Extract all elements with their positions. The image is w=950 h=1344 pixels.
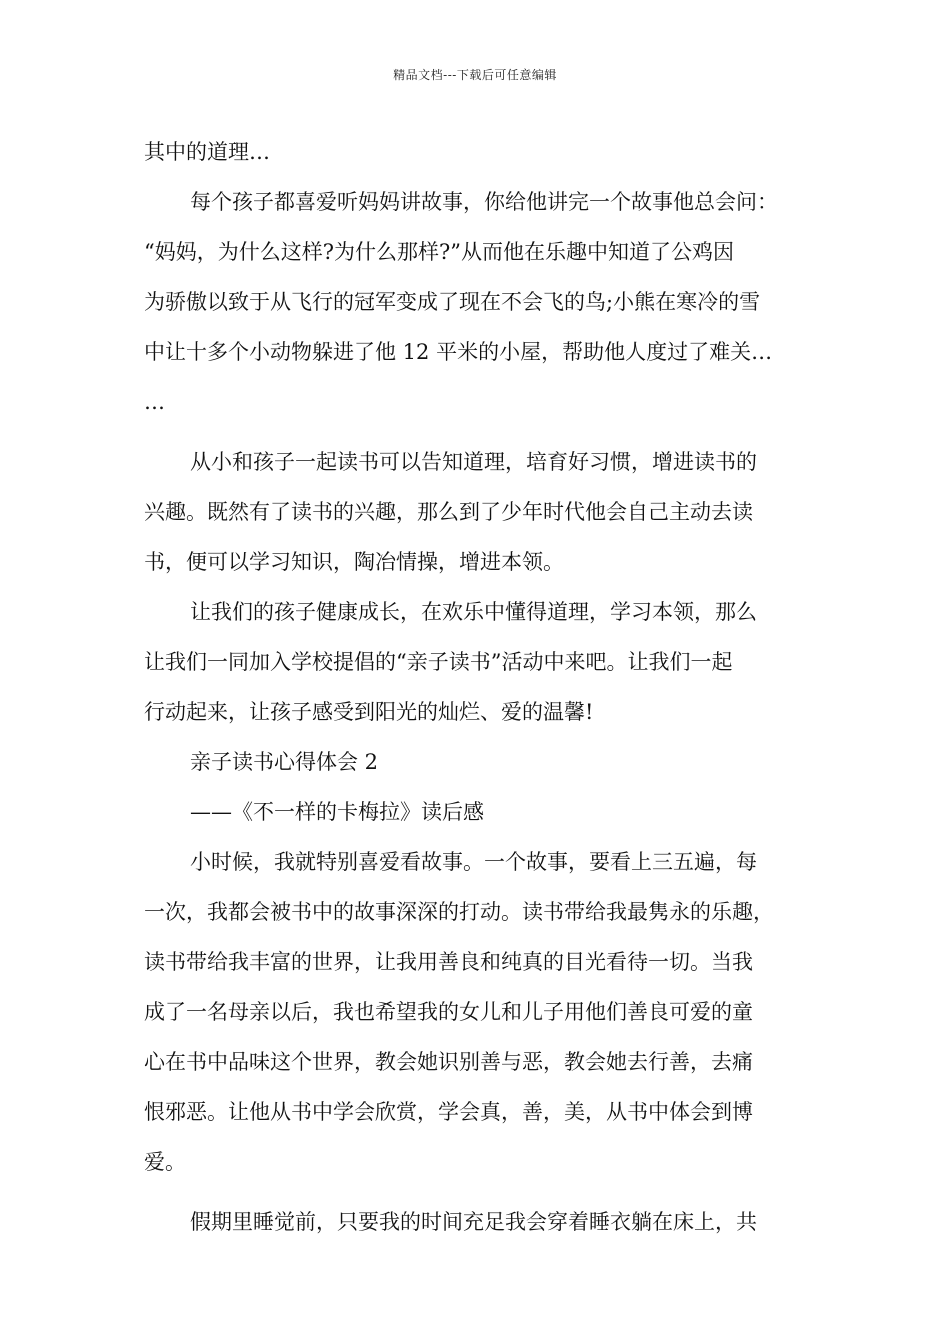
paragraph-start: 假期里睡觉前，只要我的时间充足我会穿着睡衣躺在床上，共 [190,1210,757,1234]
text-line: 让我们一同加入学校提倡的“亲子读书”活动中来吧。让我们一起 [144,650,733,674]
text-line: 成了一名母亲以后，我也希望我的女儿和儿子用他们善良可爱的童 [144,1000,753,1024]
text-line: 心在书中品味这个世界，教会她识别善与恶，教会她去行善，去痛 [144,1050,753,1074]
text-line: 中让十多个小动物躲进了他 12 平米的小屋，帮助他人度过了难关… [144,340,773,364]
paragraph-start: 每个孩子都喜爱听妈妈讲故事，你给他讲完一个故事他总会问： [190,190,778,214]
text-line: 为骄傲以致于从飞行的冠军变成了现在不会飞的鸟;小熊在寒冷的雪 [144,290,761,314]
text-line: 读书带给我丰富的世界，让我用善良和纯真的目光看待一切。当我 [144,950,753,974]
paragraph-start: 让我们的孩子健康成长，在欢乐中懂得道理，学习本领，那么 [190,600,757,624]
text-line: “妈妈，为什么这样?为什么那样?”从而他在乐趣中知道了公鸡因 [144,240,734,264]
paragraph-start: 小时候，我就特别喜爱看故事。一个故事，要看上三五遍，每 [190,850,757,874]
text-line: 兴趣。既然有了读书的兴趣，那么到了少年时代他会自己主动去读 [144,500,753,524]
text-line: … [144,390,165,414]
section-subtitle: ——《不一样的卡梅拉》读后感 [190,800,484,824]
text-line: 其中的道理… [144,140,270,164]
page-header: 精品文档---下载后可任意编辑 [393,68,557,82]
text-line: 一次，我都会被书中的故事深深的打动。读书带给我最隽永的乐趣， [144,900,774,924]
text-line: 行动起来，让孩子感受到阳光的灿烂、爱的温馨! [144,700,594,724]
section-title: 亲子读书心得体会 2 [190,750,379,774]
text-line: 书，便可以学习知识，陶冶情操，增进本领。 [144,550,564,574]
text-line: 恨邪恶。让他从书中学会欣赏，学会真，善，美，从书中体会到博 [144,1100,753,1124]
document-body [144,127,808,1247]
paragraph-start: 从小和孩子一起读书可以告知道理，培育好习惯，增进读书的 [190,450,757,474]
text-line: 爱。 [144,1150,186,1174]
